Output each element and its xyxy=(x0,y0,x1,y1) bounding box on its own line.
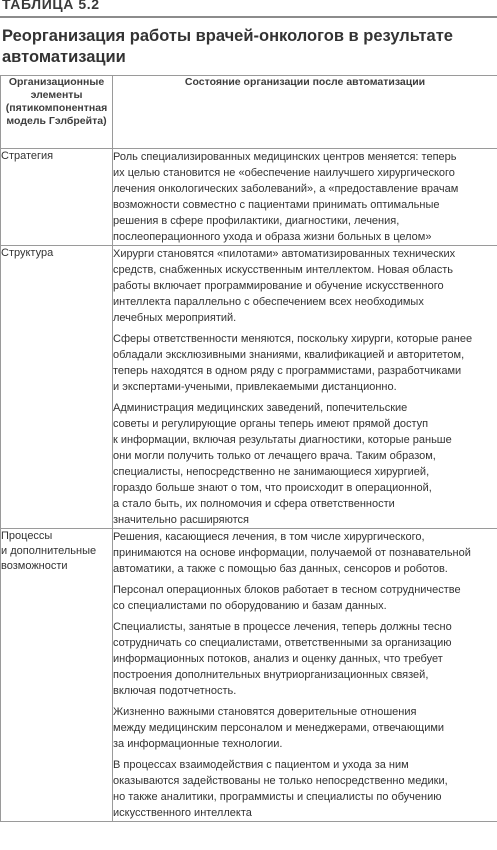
top-rule-divider xyxy=(0,16,497,18)
header-line: (пятикомпонентная xyxy=(5,102,108,114)
paragraph-line: работы включает программирование и обучение искусственного xyxy=(113,280,444,292)
state-paragraph xyxy=(113,149,497,245)
state-paragraph xyxy=(113,400,497,528)
table-row xyxy=(1,529,497,822)
organization-state-cell xyxy=(113,149,497,246)
organizational-element-cell xyxy=(1,149,113,246)
element-label-line: Структура xyxy=(1,247,54,259)
element-label-line: возможности xyxy=(1,560,68,572)
table-title-line: автоматизации xyxy=(2,48,126,66)
paragraph-line: но также аналитики, программисты и специалисты по обучению xyxy=(113,791,442,803)
paragraph-line: Жизненно важными становятся доверительные отношения xyxy=(113,706,417,718)
paragraph-line: Решения, касающиеся лечения, в том числе хирургического, xyxy=(113,531,425,543)
paragraph-line: искусственного интеллекта xyxy=(113,807,252,819)
state-paragraph xyxy=(113,757,497,821)
element-label-line: Стратегия xyxy=(1,150,54,162)
paragraph-line: со специалистами по оборудованию и базам данных. xyxy=(113,600,387,612)
paragraph-line: Хирурги становятся «пилотами» автоматизированных технических xyxy=(113,248,456,260)
table-row xyxy=(1,246,497,529)
state-paragraph xyxy=(113,704,497,752)
paragraph-line: построения дополнительных внутриорганизационных связей, xyxy=(113,669,429,681)
paragraph-line: информационных потоков, анализ и оценку данных, что требует xyxy=(113,653,443,665)
table-header-row xyxy=(1,76,497,149)
table-title xyxy=(2,26,492,68)
paragraph-line: теперь находятся в одном ряду с программистами, разработчиками xyxy=(113,365,462,377)
paragraph-line: специалисты, непосредственно не занимающиеся хирургией, xyxy=(113,466,430,478)
paragraph-line: Персонал операционных блоков работает в тесном сотрудничестве xyxy=(113,584,461,596)
state-paragraph xyxy=(113,246,497,326)
paragraph-line: Сферы ответственности меняются, поскольку хирурги, которые ранее xyxy=(113,333,473,345)
column-header-state: Состояние организации после автоматизации xyxy=(113,76,497,149)
state-paragraph xyxy=(113,529,497,577)
element-label-line: Процессы xyxy=(1,530,53,542)
paragraph-line: гораздо больше знают о том, что происходит в операционной, xyxy=(113,482,432,494)
paragraph-line: советы и регулирующие органы теперь имеют прямой доступ xyxy=(113,418,429,430)
paragraph-line: их целью становится не «обеспечение наилучшего хирургического xyxy=(113,167,455,179)
header-line: Организационные xyxy=(8,76,105,88)
paragraph-line: к информации, включая результаты диагностики, которые раньше xyxy=(113,434,452,446)
organizational-element-cell xyxy=(1,529,113,822)
paragraph-line: оказываются задействованы не только непосредственно медики, xyxy=(113,775,448,787)
paragraph-line: интеллекта параллельно с обеспечением всех необходимых xyxy=(113,296,424,308)
table-number-label: ТАБЛИЦА 5.2 xyxy=(2,0,100,12)
paragraph-line: они могли получить только от лечащего врача. Таким образом, xyxy=(113,450,436,462)
header-line: модель Гэлбрейта) xyxy=(6,115,107,127)
paragraph-line: и экспертами-учеными, привлекаемыми дистанционно. xyxy=(113,381,397,393)
paragraph-line: за информационные технологии. xyxy=(113,738,283,750)
paragraph-line: Специалисты, занятые в процессе лечения, теперь должны тесно xyxy=(113,621,452,633)
table-row xyxy=(1,149,497,246)
paragraph-line: включая подотчетность. xyxy=(113,685,237,697)
table-title-line: Реорганизация работы врачей-онкологов в результате xyxy=(2,27,453,45)
organization-state-cell xyxy=(113,529,497,822)
paragraph-line: возможности совместно с пациентами принимать оптимальные xyxy=(113,199,440,211)
paragraph-line: лечебных мероприятий. xyxy=(113,312,237,324)
paragraph-line: значительно расширяются xyxy=(113,514,249,526)
paragraph-line: послеоперационного ухода и образа жизни больных в целом» xyxy=(113,231,432,243)
organization-state-cell xyxy=(113,246,497,529)
paragraph-line: принимаются на основе информации, получаемой от познавательной xyxy=(113,547,471,559)
organization-table xyxy=(0,75,497,822)
paragraph-line: а стало быть, их полномочия и сфера ответственности xyxy=(113,498,395,510)
paragraph-line: автоматики, а также с помощью баз данных, сенсоров и роботов. xyxy=(113,563,448,575)
state-paragraph xyxy=(113,331,497,395)
paragraph-line: лечения онкологических заболеваний», а «предоставление врачам xyxy=(113,183,459,195)
paragraph-line: средств, снабженных искусственным интеллектом. Новая область xyxy=(113,264,453,276)
column-header-elements xyxy=(1,76,113,149)
paragraph-line: между медицинским персоналом и менеджерами, отвечающими xyxy=(113,722,445,734)
paragraph-line: обладали эксклюзивными знаниями, квалификацией и авторитетом, xyxy=(113,349,465,361)
state-paragraph xyxy=(113,582,497,614)
paragraph-line: В процессах взаимодействия с пациентом и ухода за ним xyxy=(113,759,409,771)
paragraph-line: решения в сфере профилактики, диагностики, лечения, xyxy=(113,215,400,227)
header-line: элементы xyxy=(30,89,83,101)
organizational-element-cell xyxy=(1,246,113,529)
element-label-line: и дополнительные xyxy=(1,545,97,557)
paragraph-line: Роль специализированных медицинских центров меняется: теперь xyxy=(113,151,457,163)
paragraph-line: сотрудничать со специалистами, ответственными за организацию xyxy=(113,637,452,649)
state-paragraph xyxy=(113,619,497,699)
paragraph-line: Администрация медицинских заведений, попечительские xyxy=(113,402,408,414)
